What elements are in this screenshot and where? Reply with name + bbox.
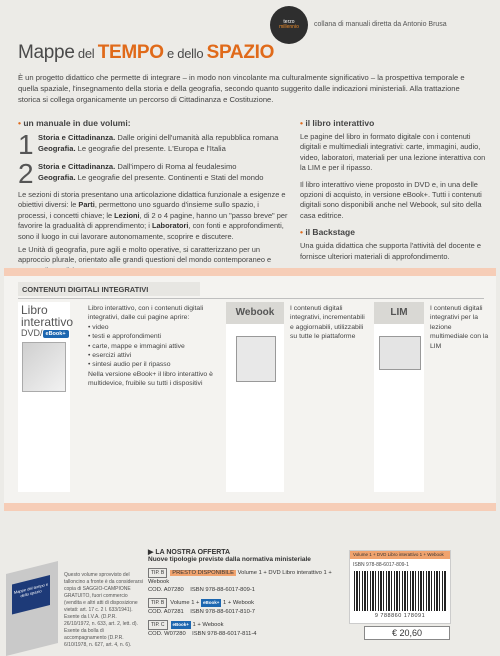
ebook-badge: eBook+ bbox=[43, 330, 69, 338]
backstage-heading: • il Backstage bbox=[300, 227, 355, 238]
webook-label: Webook bbox=[226, 302, 284, 324]
volume-2 bbox=[18, 158, 288, 189]
webook-description: I contenuti digitali integrativi, incrementabili e aggiornabili, utilizzabili su tutte le piattaforme bbox=[290, 305, 365, 341]
title-part: Mappe bbox=[18, 42, 75, 63]
libro-heading: • il libro interattivo bbox=[300, 118, 375, 128]
libro-paragraph: Il libro interattivo viene proposto in DVD e, in una delle opzioni di acquisto, in versione eBook+. Tutti i contenuti digitali sono disponibili anche nel Webook, sul sito della casa editrice. bbox=[300, 179, 482, 220]
list-item: • testi e approfondimenti bbox=[88, 332, 228, 341]
lim-tile bbox=[374, 302, 424, 492]
disclaimer: Questo volume sprovvisto del talloncino a fronte è da considerarsi copia di SAGGIO-CAMPIONE GRATUITO, fuori commercio (vendita e altri atti di disposizione vietati: art. 17 c. 2 l. 633/1941). Esente da I.V.A. (D.P.R. 26/10/1972, n. 633, art. 2, lett. d). Esente da bolla di accompagnamento (D.P.R. 6/10/1978, n. 627, art. 4, n. 6). bbox=[64, 572, 143, 648]
libro-features-list bbox=[88, 323, 228, 370]
volume-1 bbox=[18, 129, 288, 160]
libro-section bbox=[300, 118, 486, 268]
offer-item: TIP. B Volume 1 + eBook+ 1 + Webook COD. A07281 ISBN 978-88-6017-810-7 bbox=[148, 600, 256, 615]
list-item: • carte, mappe e immagini attive bbox=[88, 342, 228, 351]
libro-paragraph: Le pagine del libro in formato digitale con i contenuti digitali e multimediali integrativi: carte, immagini, audio, video, laboratori, materiali per una lezione interattiva con la LIM e per il ripasso. bbox=[300, 132, 486, 173]
offer-item: TIP. B PRESTO DISPONIBILE Volume 1 + DVD Libro interattivo 1 + Webook COD. A07280 ISBN 978-88-6017-809-1 bbox=[148, 570, 332, 593]
geography-paragraph: Le Unità di geografia, pure agili e molto operative, si caratterizzano per un approccio plurale, orientato alle grandi questioni del mondo contemporaneo e bbox=[18, 245, 272, 265]
offer-heading: ▶ LA NOSTRA OFFERTA bbox=[148, 549, 231, 556]
digital-contents-box bbox=[4, 268, 496, 511]
manual-section bbox=[18, 118, 288, 276]
series-logo-top: terzo bbox=[283, 18, 295, 25]
title-part: TEMPO bbox=[97, 42, 164, 63]
digital-heading: CONTENUTI DIGITALI INTEGRATIVI bbox=[18, 282, 200, 296]
manual-heading: • un manuale in due volumi: bbox=[18, 118, 131, 128]
price-tag: € 20,60 bbox=[364, 626, 450, 640]
intro-paragraph: È un progetto didattico che permette di integrare – in modo non vincolante ma culturalmente significativo – la prospettiva temporale e quella spaziale, l'insegnamento della storia e della geografia, secondo quanto suggerito dalle indicazioni ministeriali. Alla trattazione storica si collega organicamente un percorso di Cittadinanza e Costituzione. bbox=[18, 73, 465, 105]
dvd-ebook-label: DVD/ eBook+ bbox=[18, 328, 69, 338]
title-part: e dello bbox=[163, 46, 207, 61]
list-item: • sintesi audio per il ripasso bbox=[88, 360, 228, 369]
series-logo bbox=[270, 6, 308, 44]
offer-item: TIP. C eBook+ 1 + Webook COD. W07280 ISBN 978-88-6017-811-4 bbox=[148, 622, 257, 637]
barcode-box bbox=[349, 550, 451, 624]
book-image bbox=[22, 342, 66, 392]
divider bbox=[18, 298, 484, 299]
barcode-digits: 9 788860 178091 bbox=[374, 613, 426, 619]
volume-text: Storia e Cittadinanza. Dalle origini dell'umanità alla repubblica romana Geografia. Le geografie del presente. L'Europa e l'Italia bbox=[38, 133, 279, 153]
book-thumbnail-title: Mappe del tempo e dello spazio bbox=[12, 575, 50, 614]
book-title bbox=[18, 42, 274, 64]
webook-image bbox=[236, 336, 276, 382]
series-text: collana di manuali diretta da Antonio Brusa bbox=[314, 21, 447, 28]
barcode-label: Volume 1 + DVD Libro interattivo 1 + Webook bbox=[350, 551, 450, 559]
volume-number: 1 bbox=[18, 129, 34, 160]
list-item: • video bbox=[88, 323, 228, 332]
volume-number: 2 bbox=[18, 158, 34, 189]
book-thumbnail bbox=[6, 561, 58, 656]
barcode-isbn: ISBN 978-88-6017-809-1 bbox=[353, 562, 409, 568]
list-item: • esercizi attivi bbox=[88, 351, 228, 360]
libro-description: Libro interattivo, con i contenuti digitali integrativi, dalle cui pagine aprire: • video • testi e approfondimenti • carte, mappe e immagini attive • esercizi attivi • sintesi audio per il ripasso Nella versione eBook+ il libro interattivo è multidevice, fruibile su tutti i dispositivi bbox=[88, 304, 228, 389]
lim-label: LIM bbox=[374, 302, 424, 324]
offer-section bbox=[148, 548, 348, 642]
backstage-paragraph: Una guida didattica che supporta l'attività del docente e fornisce ulteriori materiali di approfondimento. bbox=[300, 241, 481, 261]
barcode bbox=[354, 571, 446, 611]
title-part: SPAZIO bbox=[206, 42, 275, 63]
lim-image bbox=[379, 336, 421, 370]
webook-tile bbox=[226, 302, 284, 492]
sections-paragraph: Le sezioni di storia presentano una articolazione didattica funzionale a esigenze e obiettivi diversi: le Parti, permettono uno sguardo d'insieme sullo spazio, i processi, i concetti chiave; le Lezioni, di 2 o 4 pagine, hanno un "passo breve" per favorire la gradualità di apprendimento; i Laboratori, con fonti e approfondimenti, sono il luogo in cui lavorare autonomamente, scoprire e discutere. bbox=[18, 190, 288, 241]
title-part: del bbox=[74, 46, 98, 61]
lim-description: I contenuti digitali integrativi per la lezione multimediale con la LIM bbox=[430, 305, 489, 350]
offer-subheading: Nuove tipologie previste dalla normativa ministeriale bbox=[148, 556, 311, 563]
libro-label: Libro interattivo bbox=[21, 303, 74, 329]
series-logo-bottom: millennio bbox=[279, 24, 299, 30]
volume-text: Storia e Cittadinanza. Dall'impero di Roma al feudalesimo Geografia. Le geografie del presente. Continenti e Stati del mondo bbox=[38, 162, 264, 182]
